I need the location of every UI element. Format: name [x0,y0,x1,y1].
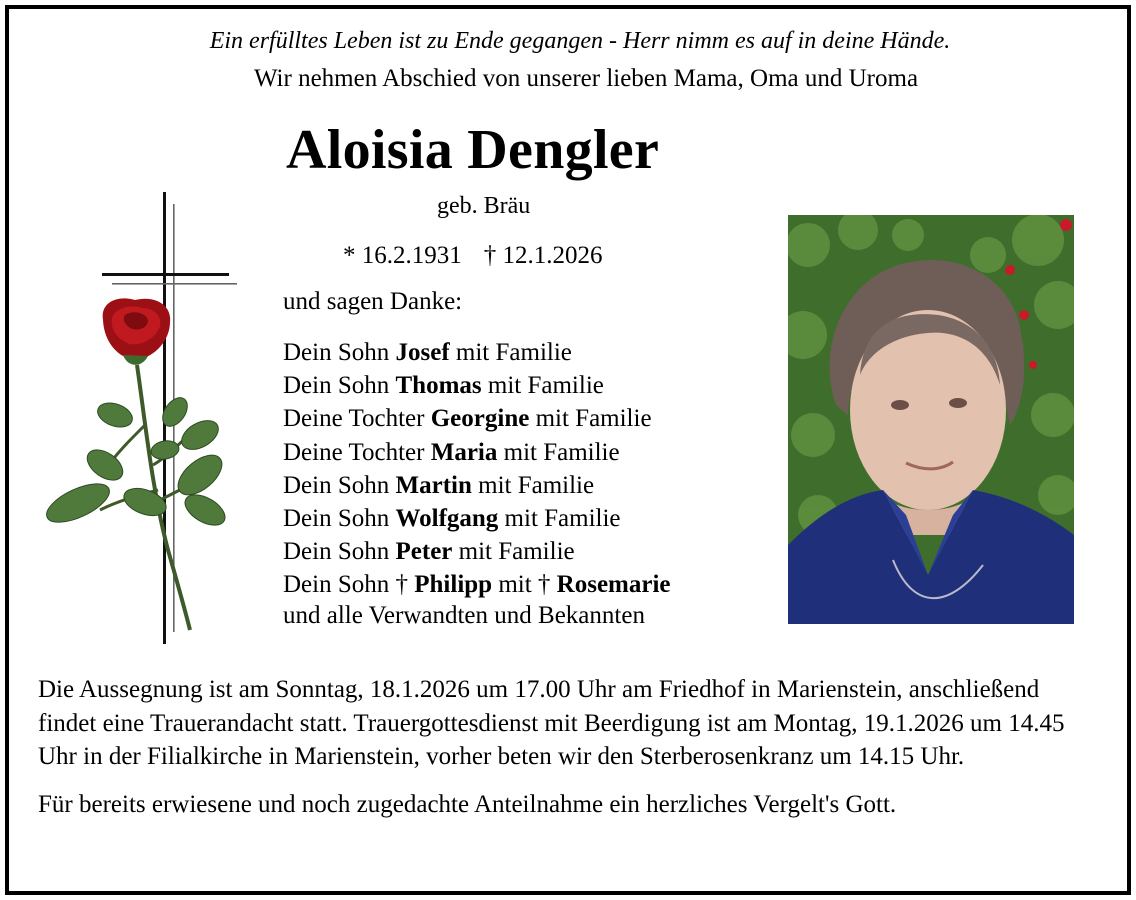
maiden-name: geb. Bräu [437,193,531,219]
cross-rose-image [30,190,240,645]
family-member-name: Rosemarie [556,571,671,599]
family-member-last: Dein Sohn † Philipp mit † Rosemarie [283,571,671,599]
family-member-name: Martin [395,471,472,499]
gratitude-text: Für bereits erwiesene und noch zugedachte Anteilnahme ein herzliches Vergelt's Gott. [38,790,897,818]
family-member-name: Philipp [414,571,493,599]
portrait-photo [788,215,1074,624]
family-member: Dein Sohn Peter mit Familie [283,538,575,566]
family-member-name: Josef [395,339,450,366]
ceremony-info [38,673,1098,821]
family-member: Dein Sohn Martin mit Familie [283,471,595,499]
family-member: Deine Tochter Georgine mit Familie [283,405,652,433]
family-member: Dein Sohn Josef mit Familie [283,339,572,366]
thanks-intro: und sagen Danke: [283,288,463,315]
deceased-name: Aloisia Dengler [286,119,660,181]
family-member-name: Maria [430,438,498,466]
family-member-name: Wolfgang [395,505,499,533]
life-dates [343,242,603,270]
ceremony-text: Die Aussegnung ist am Sonntag, 18.1.2026 um 17.00 Uhr am Friedhof in Marienstein, anschließend findet eine Trauerandacht statt. Trauergottesdienst mit Beerdigung ist am Montag, 19.1.2026 um 14.45 Uhr in der Filialkirche in Marienstein, vorher beten wir den Sterberosenkranz um 14.15 Uhr. [38,676,1065,770]
intro-line: Wir nehmen Abschied von unserer lieben Mama, Oma und Uroma [253,65,919,92]
death-date: † 12.1.2026 [483,242,603,269]
family-member: Dein Sohn Wolfgang mit Familie [283,505,621,533]
family-list [283,336,671,602]
family-member-name: Thomas [395,372,482,400]
family-member-name: Peter [395,538,453,566]
motto-line: Ein erfülltes Leben ist zu Ende gegangen - Herr nimm es auf in deine Hände. [209,28,951,54]
family-member: Dein Sohn Thomas mit Familie [283,372,604,400]
family-member: Deine Tochter Maria mit Familie [283,438,620,466]
family-member-name: Georgine [430,405,530,433]
birth-date: * 16.2.1931 [343,242,462,269]
closing-line: und alle Verwandten und Bekannten [283,602,645,629]
